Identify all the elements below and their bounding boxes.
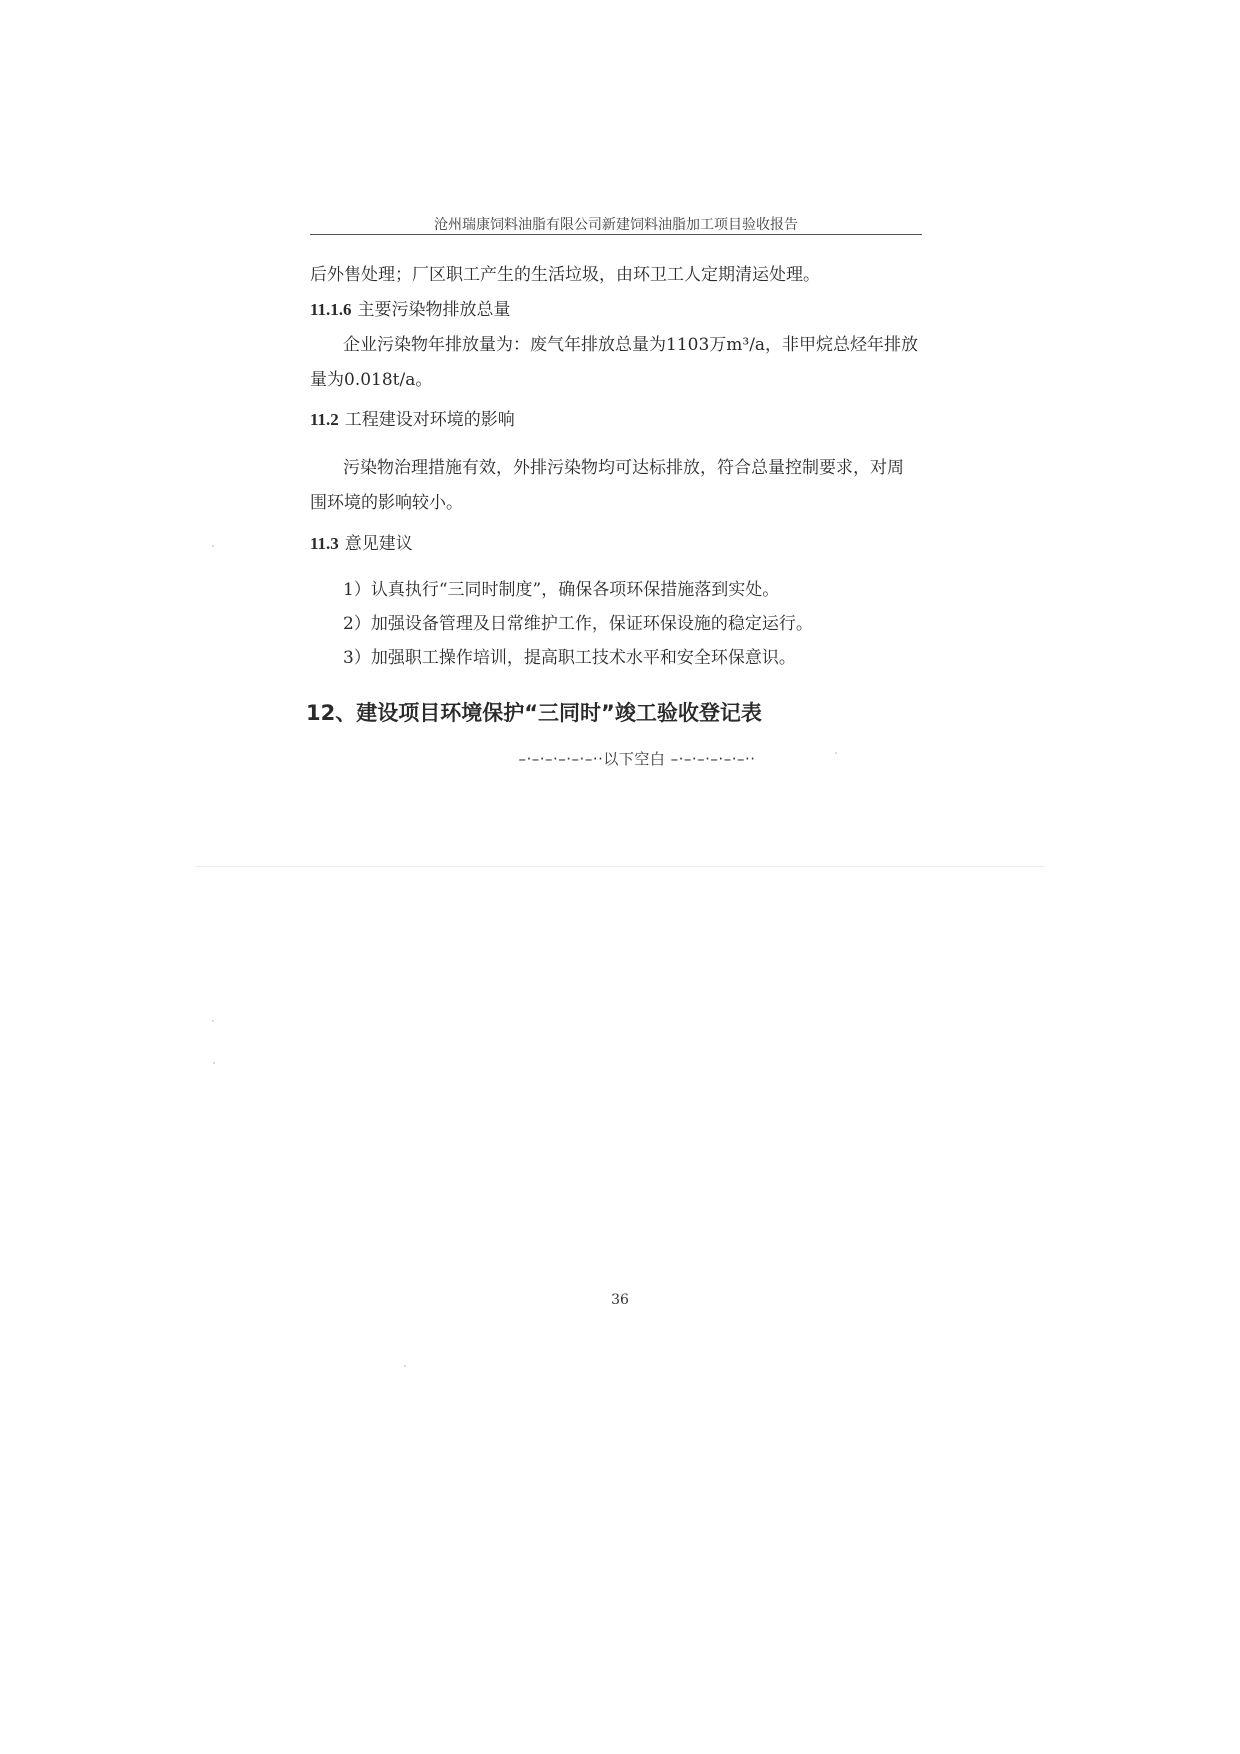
page-header-title: 沧州瑞康饲料油脂有限公司新建饲料油脂加工项目验收报告 (434, 217, 798, 233)
paragraph-line: 后外售处理；厂区职工产生的生活垃圾，由环卫工人定期清运处理。 (310, 265, 820, 285)
blank-below-marker: –·–·–·–·–·–··以下空白 –·–·–·–·–·–·· (518, 750, 756, 768)
suggestion-item: 1）认真执行“三同时制度”，确保各项环保措施落到实处。 (343, 580, 780, 600)
section-number: 11.1.6 (310, 300, 352, 319)
page-number: 36 (611, 1292, 629, 1308)
section-title: 主要污染物排放总量 (357, 300, 511, 320)
section-heading-12: 12、建设项目环境保护“三同时”竣工验收登记表 (306, 701, 762, 725)
suggestion-item: 3）加强职工操作培训，提高职工技术水平和安全环保意识。 (343, 648, 796, 668)
section-heading-11-3 (310, 532, 930, 556)
scan-speck (404, 1365, 406, 1367)
header-divider (310, 234, 922, 235)
scan-speck (213, 1062, 215, 1064)
paragraph-line: 量为0.018t/a。 (310, 370, 433, 390)
paragraph-line: 围环境的影响较小。 (310, 493, 463, 513)
paragraph-line: 企业污染物年排放量为：废气年排放总量为1103万m³/a，非甲烷总烃年排放 (343, 335, 919, 355)
section-title: 意见建议 (344, 534, 413, 554)
section-title: 工程建设对环境的影响 (344, 410, 515, 430)
section-heading-11-2 (310, 408, 930, 432)
paragraph-line: 污染物治理措施有效，外排污染物均可达标排放，符合总量控制要求，对周 (343, 458, 904, 478)
scan-speck (212, 545, 214, 547)
faint-scan-line (195, 866, 1045, 867)
scan-speck (835, 752, 837, 754)
scan-speck (212, 1020, 214, 1022)
section-number: 11.3 (310, 534, 339, 553)
section-heading-11-1-6 (310, 298, 930, 322)
suggestion-item: 2）加强设备管理及日常维护工作，保证环保设施的稳定运行。 (343, 614, 813, 634)
section-number: 11.2 (310, 410, 339, 429)
